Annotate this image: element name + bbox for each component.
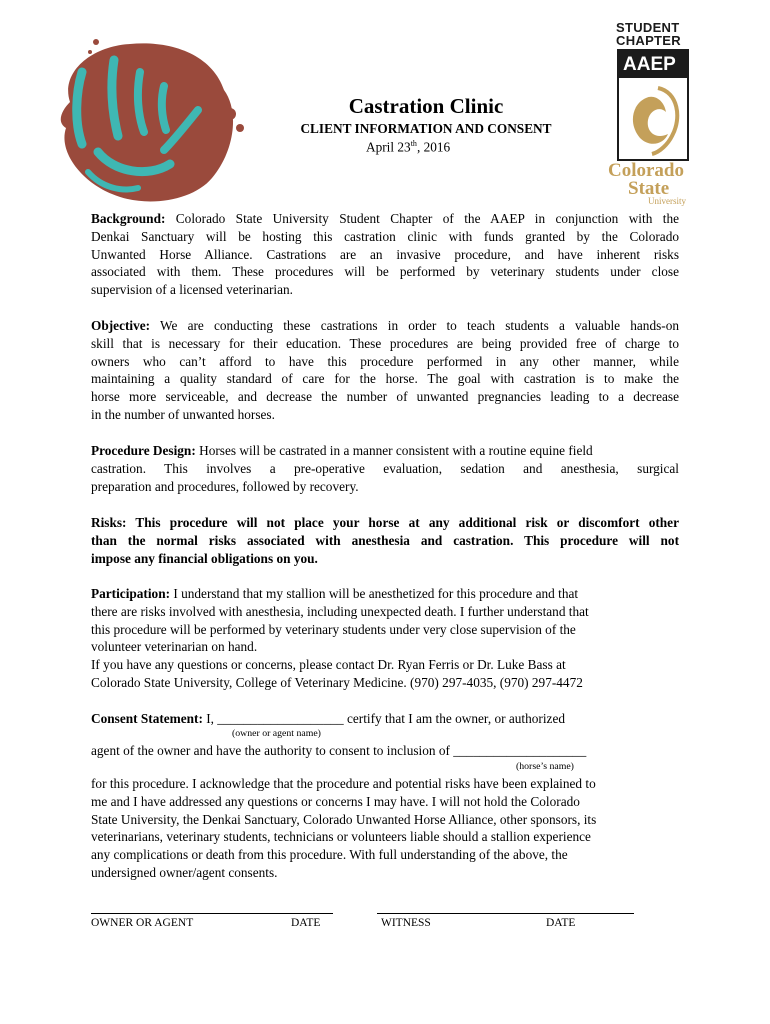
logo-chapter-text: CHAPTER	[616, 33, 681, 48]
participation-text-5: If you have any questions or concerns, please contact Dr. Ryan Ferris or Dr. Luke Bass at	[91, 657, 566, 673]
participation-text-6: Colorado State University, College of Veterinary Medicine. (970) 297-4035, (970) 297-4472	[91, 674, 583, 690]
consent-text-1a: I, ______________	[206, 711, 311, 726]
horse-name-caption: (horse’s name)	[516, 761, 574, 772]
participation-text-1: I understand that my stallion will be anesthetized for this procedure and that	[173, 586, 579, 601]
document-date	[366, 139, 450, 155]
consent-text-2: agent of the owner and have the authority to consent to inclusion of ____________________	[91, 743, 587, 758]
logo-university-text: University	[648, 196, 686, 206]
participation-section	[91, 585, 679, 692]
logo-colorado-text: Colorado	[608, 160, 684, 181]
witness-label: WITNESS	[381, 917, 431, 929]
participation-label: Participation:	[91, 586, 171, 601]
consent-section	[91, 710, 679, 728]
objective-text-6: in the number of unwanted horses.	[91, 406, 275, 422]
background-text-4: associated with them. These procedures will be performed by veterinary students under close	[91, 264, 679, 280]
consent-text-4: me and I have addressed any questions or concerns I may have. I will not hold the Colorado	[91, 793, 580, 809]
owner-agent-label: OWNER OR AGENT	[91, 917, 194, 929]
procedure-text-3: preparation and procedures, followed by recovery.	[91, 478, 359, 494]
procedure-label: Procedure Design:	[91, 443, 196, 458]
date-day: April 23	[366, 139, 411, 155]
background-text-1: Colorado State University Student Chapter of the AAEP in conjunction with the	[175, 211, 679, 226]
objective-text-5: horse more serviceable, and decrease the number of unwanted pregnancies leading to a decrease	[91, 389, 679, 405]
consent-text-6: veterinarians, veterinary students, technicians or volunteers liable should a stallion experience	[91, 829, 591, 845]
witness-signature-line[interactable]	[377, 913, 634, 914]
objective-text-4: maintaining a quality standard of care for the horse. The goal with castration is to make the	[91, 371, 679, 387]
procedure-text-2: castration. This involves a pre-operative evaluation, sedation and anesthesia, surgical	[91, 460, 679, 476]
consent-text-3: for this procedure. I acknowledge that the procedure and potential risks have been explained to	[91, 776, 596, 791]
risks-text-1: This procedure will not place your horse at any additional risk or discomfort other	[135, 515, 679, 530]
consent-body	[91, 775, 679, 882]
consent-text-8: undersigned owner/agent consents.	[91, 864, 278, 880]
logo-state-text: State	[628, 178, 670, 199]
witness-date-label: DATE	[546, 917, 576, 929]
objective-text-2: skill that is necessary for their education. These procedures are being provided free of charge to	[91, 335, 679, 351]
consent-text-1b: _____ certify that I am the owner, or authorized	[310, 711, 565, 726]
background-section	[91, 210, 679, 299]
owner-signature-line[interactable]	[91, 913, 333, 914]
participation-text-4: volunteer veterinarian on hand.	[91, 639, 258, 655]
consent-line-2	[91, 742, 679, 760]
document-title: Castration Clinic	[348, 94, 504, 118]
consent-text-5: State University, the Denkai Sanctuary, Colorado Unwanted Horse Alliance, other sponsors, its	[91, 811, 597, 827]
risks-section	[91, 514, 679, 567]
owner-date-label: DATE	[291, 917, 321, 929]
risks-text-3: impose any financial obligations on you.	[91, 550, 318, 566]
participation-text-2: there are risks involved with anesthesia, including unexpected death. I further understand that	[91, 603, 589, 619]
objective-text-3: owners who can’t afford to have this procedure performed in any other manner, while	[91, 353, 679, 369]
background-text-5: supervision of a licensed veterinarian.	[91, 282, 293, 298]
risks-text-2: than the normal risks associated with anesthesia and castration. This procedure will not	[91, 532, 679, 548]
procedure-text-1: Horses will be castrated in a manner consistent with a routine equine field	[199, 443, 593, 458]
background-text-2: Denkai Sanctuary will be hosting this castration clinic with funds granted by the Colorado	[91, 228, 679, 244]
background-label: Background:	[91, 211, 166, 226]
consent-text-7: any complications or death from this procedure. With full understanding of the above, the	[91, 847, 568, 863]
objective-text-1: We are conducting these castrations in order to teach students a valuable hands-on	[160, 318, 679, 333]
procedure-section	[91, 442, 679, 495]
logo-aaep-text: AAEP	[623, 54, 676, 75]
owner-name-caption: (owner or agent name)	[232, 728, 321, 739]
logo-student-text: STUDENT	[616, 20, 680, 35]
date-year: , 2016	[416, 139, 451, 155]
document-subtitle: CLIENT INFORMATION AND CONSENT	[300, 121, 552, 136]
objective-label: Objective:	[91, 318, 151, 333]
objective-section	[91, 317, 679, 424]
date-suffix: th	[410, 139, 417, 148]
consent-label: Consent Statement:	[91, 711, 203, 726]
risks-label: Risks:	[91, 515, 127, 530]
participation-text-3: this procedure will be performed by veterinary students under very close supervision of the	[91, 621, 576, 637]
background-text-3: Unwanted Horse Alliance. Castrations are an invasive procedure, and have inherent risks	[91, 246, 679, 262]
